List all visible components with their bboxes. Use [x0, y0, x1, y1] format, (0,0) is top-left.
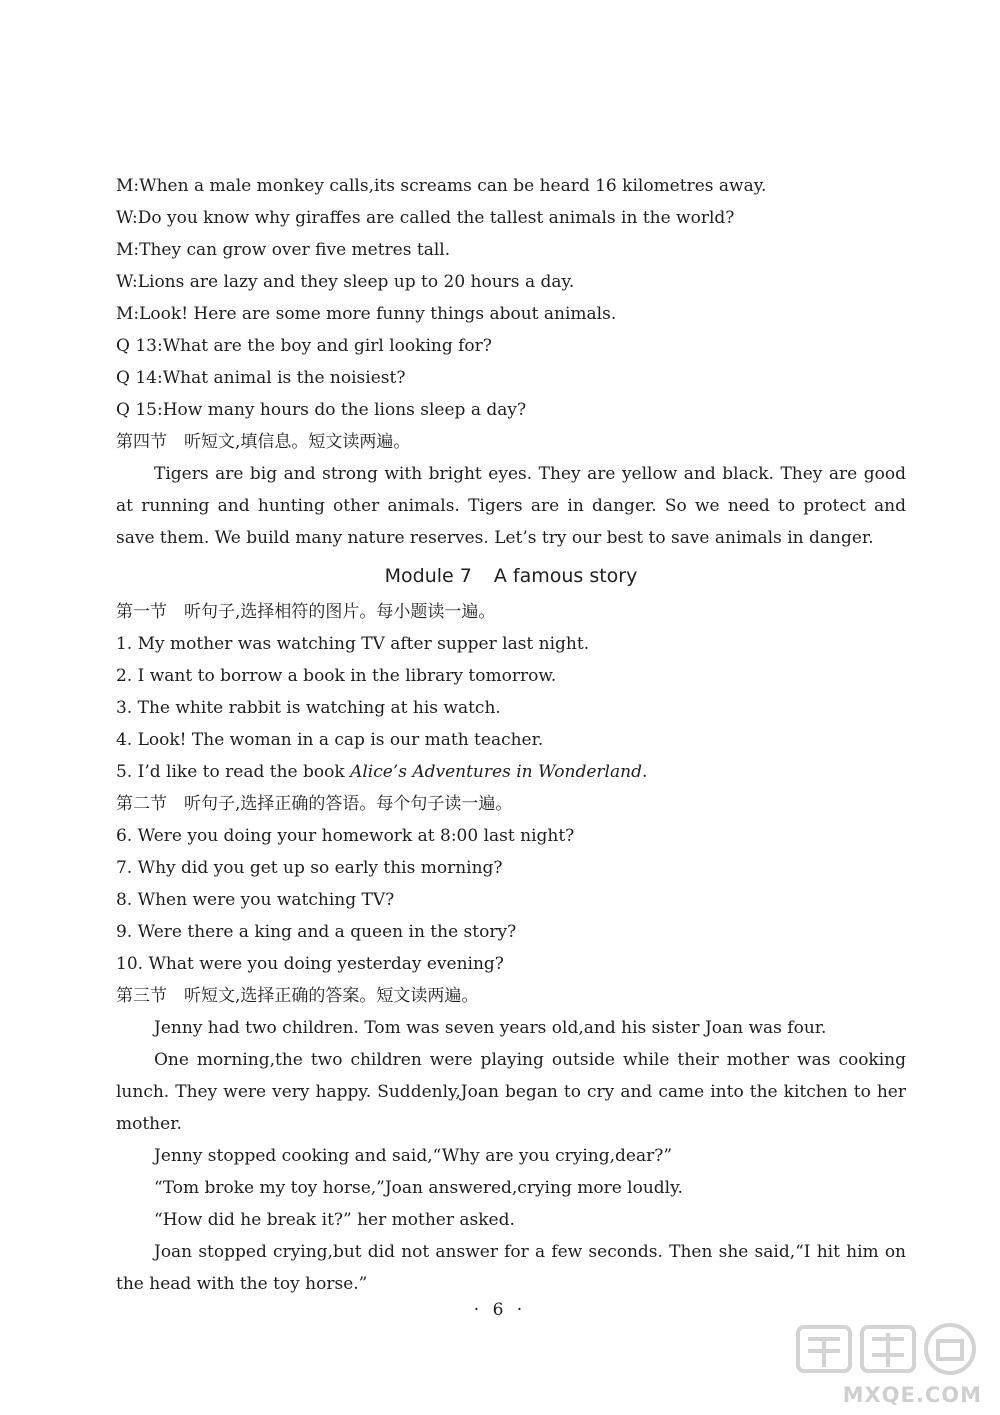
dialogue-line: M:When a male monkey calls,its screams can be heard 16 kilometres away.: [116, 176, 767, 196]
book-title: Alice’s Adventures in Wonderland: [350, 762, 642, 782]
page-content: [116, 170, 906, 1300]
sentence-item: 1. My mother was watching TV after supper last night.: [116, 634, 590, 654]
sentence-item: 4. Look! The woman in a cap is our math teacher.: [116, 730, 544, 750]
question-line: Q 13:What are the boy and girl looking for?: [116, 336, 492, 356]
story-paragraph: Joan stopped crying,but did not answer for a few seconds. Then she said,“I hit him on the head with the toy horse.”: [116, 1242, 906, 1294]
sentence-item: 3. The white rabbit is watching at his watch.: [116, 698, 501, 718]
page-number: · 6 ·: [473, 1300, 527, 1320]
story-paragraph: “How did he break it?” her mother asked.: [154, 1210, 515, 1230]
section4-heading: 第四节 听短文,填信息。短文读两遍。: [116, 432, 411, 452]
watermark-logo-icon: [790, 1319, 990, 1379]
sentence-item: [116, 756, 906, 788]
story-paragraph: Jenny had two children. Tom was seven years old,and his sister Joan was four.: [154, 1018, 827, 1038]
sentence-item: 7. Why did you get up so early this morning?: [116, 858, 503, 878]
question-line: Q 14:What animal is the noisiest?: [116, 368, 406, 388]
dialogue-line: M:They can grow over five metres tall.: [116, 240, 451, 260]
watermark-url: MXQE.COM: [842, 1383, 982, 1407]
story-paragraph: One morning,the two children were playing outside while their mother was cooking lunch. They were very happy. Suddenly,Joan began to cry and came into the kitchen to her mother.: [116, 1050, 906, 1134]
dialogue-line: W:Do you know why giraffes are called the tallest animals in the world?: [116, 208, 735, 228]
item5-prefix: 5. I’d like to read the book: [116, 762, 351, 782]
question-line: Q 15:How many hours do the lions sleep a day?: [116, 400, 527, 420]
sentence-item: 10. What were you doing yesterday evening?: [116, 954, 504, 974]
dialogue-line: W:Lions are lazy and they sleep up to 20 hours a day.: [116, 272, 575, 292]
story-paragraph: “Tom broke my toy horse,”Joan answered,crying more loudly.: [154, 1178, 683, 1198]
dialogue-line: M:Look! Here are some more funny things about animals.: [116, 304, 617, 324]
story-paragraph: Jenny stopped cooking and said,“Why are you crying,dear?”: [154, 1146, 673, 1166]
sentence-item: 9. Were there a king and a queen in the story?: [116, 922, 517, 942]
module-number: Module 7: [384, 565, 472, 587]
sentence-item: 8. When were you watching TV?: [116, 890, 395, 910]
part3-heading: 第三节 听短文,选择正确的答案。短文读两遍。: [116, 986, 479, 1006]
item5-suffix: .: [641, 762, 648, 782]
part2-heading: 第二节 听句子,选择正确的答语。每个句子读一遍。: [116, 794, 513, 814]
part1-heading: 第一节 听句子,选择相符的图片。每小题读一遍。: [116, 602, 496, 622]
module-title: [116, 556, 906, 596]
sentence-item: 2. I want to borrow a book in the library tomorrow.: [116, 666, 557, 686]
sentence-item: 6. Were you doing your homework at 8:00 last night?: [116, 826, 575, 846]
section4-passage: Tigers are big and strong with bright eyes. They are yellow and black. They are good at running and hunting other animals. Tigers are in danger. So we need to protect and save them. We build many nature reserves. Let’s try our best to save animals in danger.: [116, 464, 906, 548]
watermark: [790, 1319, 990, 1409]
module-name: A famous story: [493, 565, 638, 587]
